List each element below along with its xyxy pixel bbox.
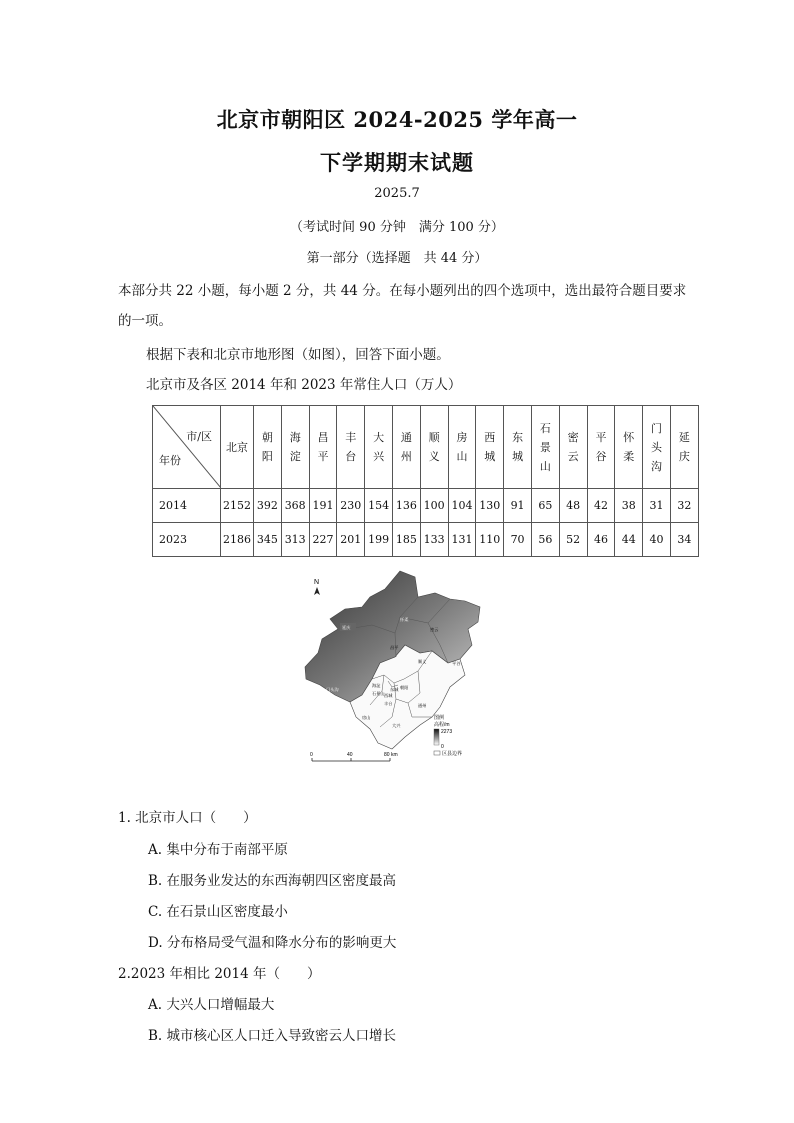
table-cell: 2186 [221, 523, 254, 557]
exam-title: 北京市朝阳区 2024-2025 学年高一 [216, 107, 578, 132]
question-1-stem: 1. 北京市人口（ ） [118, 810, 257, 826]
instructions-text: 本部分共 22 小题，每小题 2 分，共 44 分。在每小题列出的四个选项中，选出最符合题目要求的一项。 [118, 283, 687, 329]
legend-boundary: 区县边界 [442, 751, 463, 757]
table-column-header [281, 406, 309, 489]
label-fengtai: 丰台 [384, 701, 393, 706]
table-column-header [670, 406, 698, 489]
beijing-terrain-map [300, 567, 500, 765]
table-cell: 70 [504, 523, 532, 557]
table-cell: 227 [309, 523, 337, 557]
table-column-header [221, 406, 254, 489]
column-header-label: 东城 [512, 431, 524, 463]
label-miyun: 密云 [430, 627, 439, 632]
scale-label-80: 80 km [384, 752, 398, 758]
column-header-label: 门头沟 [651, 421, 663, 473]
table-cell: 52 [559, 523, 587, 557]
question-2-option-b[interactable]: B. 城市核心区人口迁入导致密云人口增长 [148, 1028, 397, 1044]
table-cell: 185 [392, 523, 420, 557]
question-1-option-c[interactable]: C. 在石景山区密度最小 [148, 904, 288, 920]
table-cell: 368 [281, 489, 309, 523]
table-cell: 48 [559, 489, 587, 523]
question-2-stem: 2.2023 年相比 2014 年（ ） [118, 966, 321, 982]
table-corner-cell [153, 406, 221, 489]
table-cell: 32 [670, 489, 698, 523]
label-mentougou: 门头沟 [326, 687, 339, 692]
scale-label-40: 40 [347, 752, 353, 758]
scale-bar [310, 752, 398, 761]
column-header-label: 平谷 [595, 431, 607, 463]
label-daxing: 大兴 [392, 723, 401, 728]
question-lead: 根据下表和北京市地形图（如图），回答下面小题。 [146, 347, 450, 363]
table-cell: 104 [448, 489, 476, 523]
table-column-header [559, 406, 587, 489]
exam-subtitle: 下学期期末试题 [320, 150, 474, 175]
label-haidian: 海淀 [372, 683, 381, 688]
exam-info: （考试时间 90 分钟 满分 100 分） [290, 220, 504, 235]
label-shijingshan: 石景山 [372, 691, 385, 696]
column-header-label: 顺义 [428, 431, 440, 463]
table-cell: 136 [392, 489, 420, 523]
table-cell: 131 [448, 523, 476, 557]
label-xicheng: 西城 [384, 693, 393, 698]
column-header-label: 北京 [226, 440, 248, 454]
map-legend [434, 714, 462, 757]
table-column-header [365, 406, 393, 489]
table-column-header [420, 406, 448, 489]
label-changping: 昌平 [390, 645, 399, 650]
table-cell: 40 [643, 523, 671, 557]
table-cell: 91 [504, 489, 532, 523]
question-1-option-d[interactable]: D. 分布格局受气温和降水分布的影响更大 [148, 935, 397, 951]
column-header-label: 延庆 [678, 431, 690, 463]
table-cell: 130 [476, 489, 504, 523]
column-header-label: 丰台 [345, 431, 357, 463]
table-cell: 199 [365, 523, 393, 557]
table-column-header [643, 406, 671, 489]
label-chaoyang: 朝阳 [400, 685, 409, 690]
column-header-label: 怀柔 [623, 431, 635, 463]
table-cell: 230 [337, 489, 365, 523]
column-header-label: 石景山 [539, 421, 551, 473]
question-2-option-a[interactable]: A. 大兴人口增幅最大 [148, 997, 275, 1013]
table-column-header [615, 406, 643, 489]
table-cell: 44 [615, 523, 643, 557]
table-column-header [309, 406, 337, 489]
table-cell: 38 [615, 489, 643, 523]
column-header-label: 西城 [484, 431, 496, 463]
table-cell: 191 [309, 489, 337, 523]
table-cell: 100 [420, 489, 448, 523]
question-1-option-b[interactable]: B. 在服务业发达的东西海朝四区密度最高 [148, 873, 397, 889]
legend-title: 图例 [434, 715, 445, 721]
table-cell: 46 [587, 523, 615, 557]
population-table [152, 405, 699, 557]
table-cell: 345 [254, 523, 282, 557]
corner-diagonal-line [153, 406, 221, 488]
table-cell: 313 [281, 523, 309, 557]
table-cell: 201 [337, 523, 365, 557]
label-tongzhou: 通州 [418, 703, 427, 708]
corner-label-year: 年份 [159, 454, 181, 467]
label-huairou: 怀柔 [400, 617, 409, 622]
table-row [153, 489, 699, 523]
column-header-label: 海淀 [289, 431, 301, 463]
table-year-cell: 2023 [153, 523, 221, 557]
column-header-label: 大兴 [373, 431, 385, 463]
scale-label-0: 0 [310, 752, 313, 758]
table-column-header [448, 406, 476, 489]
table-cell: 154 [365, 489, 393, 523]
table-cell: 133 [420, 523, 448, 557]
table-column-header [587, 406, 615, 489]
table-cell: 31 [643, 489, 671, 523]
table-cell: 42 [587, 489, 615, 523]
label-fangshan: 房山 [362, 715, 371, 720]
table-cell: 65 [531, 489, 559, 523]
table-column-header [337, 406, 365, 489]
elevation-colorbar [434, 729, 439, 745]
column-header-label: 朝阳 [261, 431, 273, 463]
north-label: N [314, 579, 320, 586]
table-year-cell: 2014 [153, 489, 221, 523]
label-yanqing: 延庆 [342, 625, 351, 630]
column-header-label: 密云 [567, 431, 579, 463]
table-cell: 56 [531, 523, 559, 557]
legend-max: 2273 [441, 729, 453, 735]
label-pinggu: 平谷 [452, 661, 461, 666]
table-header-row [153, 406, 699, 489]
table-title: 北京市及各区 2014 年和 2023 年常住人口（万人） [146, 377, 462, 393]
table-cell: 34 [670, 523, 698, 557]
table-cell: 2152 [221, 489, 254, 523]
table-cell: 392 [254, 489, 282, 523]
label-dongcheng: 东城 [390, 687, 399, 692]
boundary-legend-swatch [434, 751, 440, 755]
column-header-label: 通州 [400, 431, 412, 463]
corner-label-district: 市/区 [186, 430, 212, 443]
north-arrow-icon [314, 587, 320, 595]
table-cell: 110 [476, 523, 504, 557]
table-column-header [392, 406, 420, 489]
column-header-label: 房山 [456, 431, 468, 463]
legend-elevation-label: 高程/m [434, 722, 450, 728]
label-shunyi: 顺义 [418, 659, 427, 664]
exam-date: 2025.7 [374, 186, 420, 201]
part-info: 第一部分（选择题 共 44 分） [306, 251, 488, 266]
legend-min: 0 [441, 744, 444, 750]
question-1-option-a[interactable]: A. 集中分布于南部平原 [148, 842, 288, 858]
column-header-label: 昌平 [317, 431, 329, 463]
table-column-header [254, 406, 282, 489]
table-column-header [476, 406, 504, 489]
table-column-header [531, 406, 559, 489]
table-row [153, 523, 699, 557]
table-column-header [504, 406, 532, 489]
